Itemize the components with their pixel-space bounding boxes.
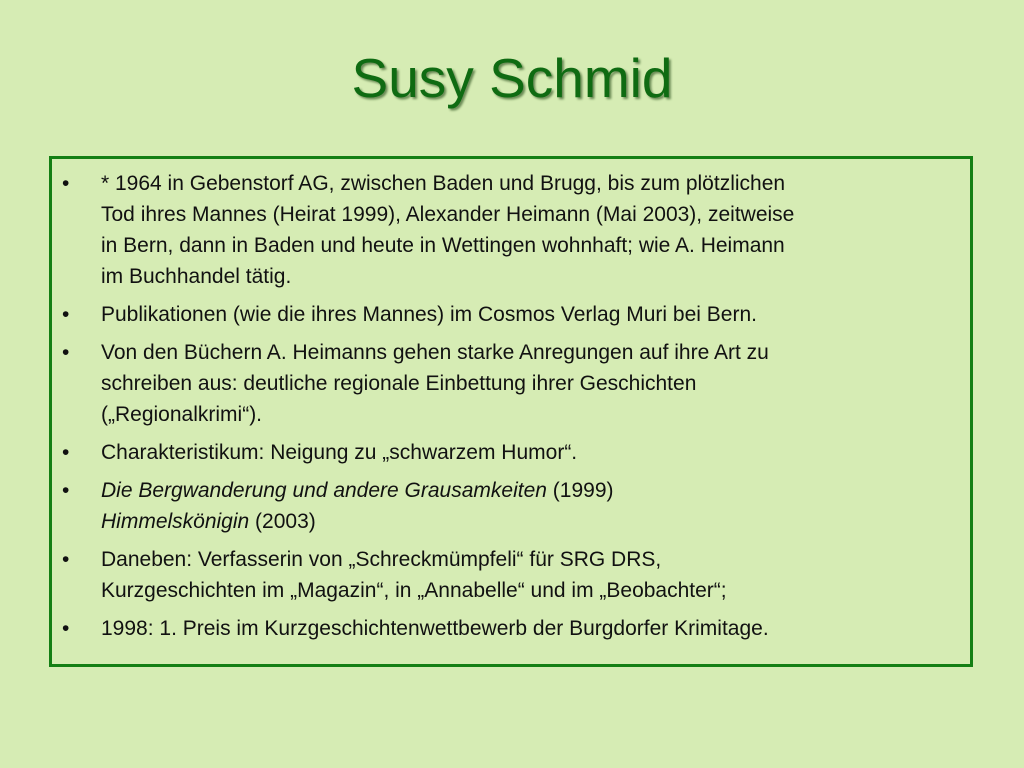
slide-title: Susy Schmid <box>351 47 673 109</box>
bullet-line: („Regionalkrimi“). <box>101 403 263 426</box>
book-year: (1999) <box>546 479 614 502</box>
book-title: Himmelskönigin <box>101 510 250 533</box>
bullet-line: in Bern, dann in Baden und heute in Wettingen wohnhaft; wie A. Heimann <box>101 234 785 257</box>
bullet-dot-icon: • <box>62 548 70 571</box>
bullet-dot-icon: • <box>62 479 70 502</box>
bullet-item-other-work <box>52 544 946 606</box>
bullet-line: * 1964 in Gebenstorf AG, zwischen Baden und Brugg, bis zum plötzlichen <box>101 172 786 195</box>
bullet-line: Charakteristikum: Neigung zu „schwarzem Humor“. <box>101 441 578 464</box>
bullet-dot-icon: • <box>62 341 70 364</box>
content-box <box>49 156 973 667</box>
bullet-line: Publikationen (wie die ihres Mannes) im Cosmos Verlag Muri bei Bern. <box>101 303 757 326</box>
bullet-line: Daneben: Verfasserin von „Schreckmümpfeli“ für SRG DRS, <box>101 548 662 571</box>
bullet-line: 1998: 1. Preis im Kurzgeschichtenwettbewerb der Burgdorfer Krimitage. <box>101 617 769 640</box>
bullet-dot-icon: • <box>62 303 70 326</box>
bullet-item-influence <box>52 337 946 430</box>
bullet-dot-icon: • <box>62 617 70 640</box>
book-year: (2003) <box>249 510 316 533</box>
bullet-line: schreiben aus: deutliche regionale Einbettung ihrer Geschichten <box>101 372 697 395</box>
book-title: Die Bergwanderung und andere Grausamkeiten <box>101 479 547 502</box>
bullet-item-award <box>52 613 946 644</box>
bullet-item-publications <box>52 299 946 330</box>
bullet-line: Tod ihres Mannes (Heirat 1999), Alexander Heimann (Mai 2003), zeitweise <box>101 203 795 226</box>
book-line <box>101 506 946 537</box>
bullet-line: Von den Büchern A. Heimanns gehen starke Anregungen auf ihre Art zu <box>101 341 769 364</box>
bullet-item-books <box>52 475 946 537</box>
bullet-item-characteristic <box>52 437 946 468</box>
bullet-line: im Buchhandel tätig. <box>101 265 292 288</box>
bullet-line: Kurzgeschichten im „Magazin“, in „Annabelle“ und im „Beobachter“; <box>101 579 727 602</box>
bullet-dot-icon: • <box>62 441 70 464</box>
bullet-list <box>52 159 970 644</box>
bullet-dot-icon: • <box>62 172 70 195</box>
bullet-item-biography <box>52 168 946 292</box>
book-line <box>101 475 946 506</box>
